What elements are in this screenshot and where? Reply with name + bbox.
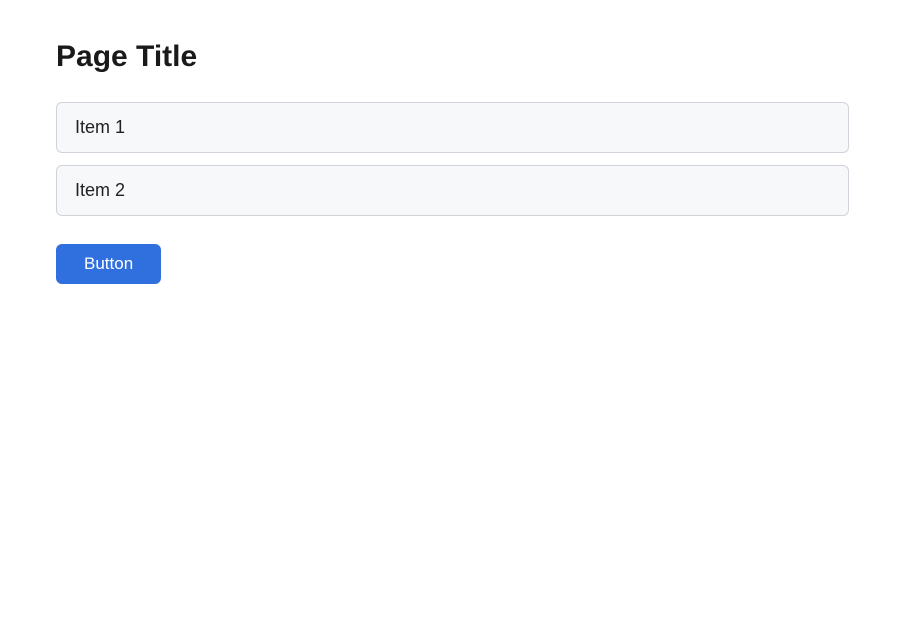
page-title: Page Title: [56, 40, 198, 73]
item-list: [56, 102, 849, 216]
list-item[interactable]: Item 2: [56, 165, 849, 216]
list-item[interactable]: Item 1: [56, 102, 849, 153]
primary-button[interactable]: Button: [56, 244, 161, 284]
